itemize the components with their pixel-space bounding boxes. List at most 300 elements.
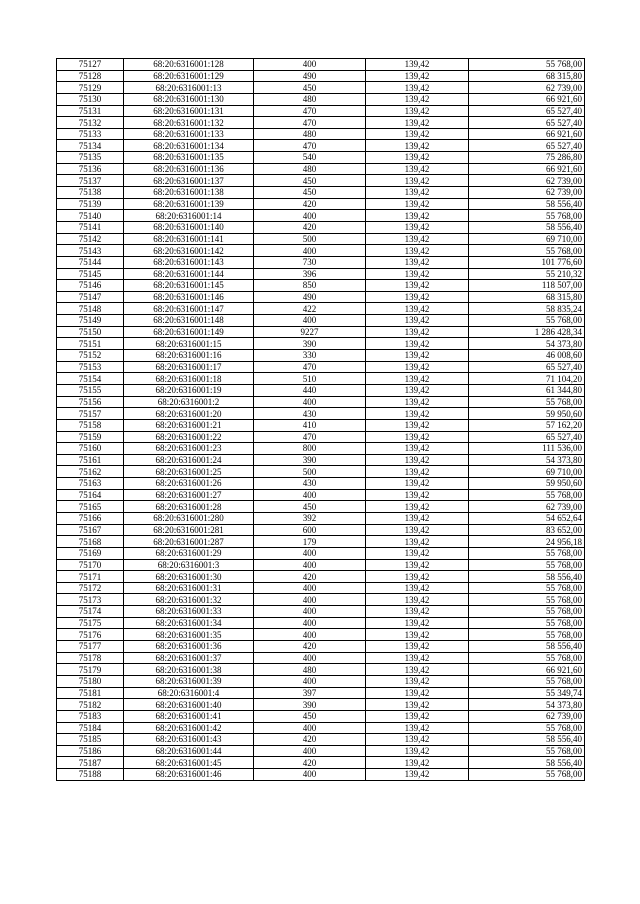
- table-row: [57, 443, 585, 455]
- rate-cell: 139,42: [366, 454, 469, 466]
- row-number-cell: 75133: [57, 128, 124, 140]
- area-cell: 390: [254, 454, 366, 466]
- row-number-cell: 75159: [57, 431, 124, 443]
- area-cell: 470: [254, 117, 366, 129]
- cadastral-value-cell: 55 768,00: [469, 675, 585, 687]
- table-row: [57, 606, 585, 618]
- rate-cell: 139,42: [366, 233, 469, 245]
- table-row: [57, 512, 585, 524]
- row-number-cell: 75188: [57, 769, 124, 781]
- rate-cell: 139,42: [366, 419, 469, 431]
- cadastral-value-cell: 69 710,00: [469, 466, 585, 478]
- area-cell: 450: [254, 187, 366, 199]
- table-row: [57, 571, 585, 583]
- area-cell: 400: [254, 606, 366, 618]
- cadastral-value-cell: 68 315,80: [469, 291, 585, 303]
- table-row: [57, 326, 585, 338]
- cadastral-value-cell: 55 768,00: [469, 315, 585, 327]
- area-cell: 400: [254, 629, 366, 641]
- cadastral-value-cell: 55 768,00: [469, 59, 585, 71]
- rate-cell: 139,42: [366, 140, 469, 152]
- row-number-cell: 75132: [57, 117, 124, 129]
- table-row: [57, 664, 585, 676]
- cadastral-number-cell: 68:20:6316001:17: [124, 361, 254, 373]
- table-row: [57, 59, 585, 71]
- table-row: [57, 408, 585, 420]
- table-row: [57, 210, 585, 222]
- rate-cell: 139,42: [366, 361, 469, 373]
- table-row: [57, 431, 585, 443]
- cadastral-number-cell: 68:20:6316001:42: [124, 722, 254, 734]
- cadastral-number-cell: 68:20:6316001:141: [124, 233, 254, 245]
- area-cell: 500: [254, 233, 366, 245]
- cadastral-value-cell: 61 344,80: [469, 384, 585, 396]
- rate-cell: 139,42: [366, 70, 469, 82]
- row-number-cell: 75177: [57, 641, 124, 653]
- table-row: [57, 652, 585, 664]
- cadastral-value-cell: 58 556,40: [469, 221, 585, 233]
- cadastral-number-cell: 68:20:6316001:142: [124, 245, 254, 257]
- cadastral-number-cell: 68:20:6316001:33: [124, 606, 254, 618]
- table-row: [57, 233, 585, 245]
- cadastral-number-cell: 68:20:6316001:25: [124, 466, 254, 478]
- rate-cell: 139,42: [366, 268, 469, 280]
- table-row: [57, 641, 585, 653]
- cadastral-value-cell: 55 768,00: [469, 582, 585, 594]
- table-row: [57, 454, 585, 466]
- table-row: [57, 478, 585, 490]
- rate-cell: 139,42: [366, 187, 469, 199]
- area-cell: 600: [254, 524, 366, 536]
- row-number-cell: 75147: [57, 291, 124, 303]
- row-number-cell: 75184: [57, 722, 124, 734]
- cadastral-number-cell: 68:20:6316001:45: [124, 757, 254, 769]
- row-number-cell: 75142: [57, 233, 124, 245]
- cadastral-value-cell: 55 768,00: [469, 745, 585, 757]
- table-row: [57, 757, 585, 769]
- cadastral-value-cell: 66 921,60: [469, 93, 585, 105]
- area-cell: 400: [254, 245, 366, 257]
- table-row: [57, 152, 585, 164]
- table-row: [57, 256, 585, 268]
- rate-cell: 139,42: [366, 734, 469, 746]
- row-number-cell: 75170: [57, 559, 124, 571]
- row-number-cell: 75136: [57, 163, 124, 175]
- table-row: [57, 361, 585, 373]
- rate-cell: 139,42: [366, 501, 469, 513]
- row-number-cell: 75156: [57, 396, 124, 408]
- cadastral-value-cell: 58 556,40: [469, 571, 585, 583]
- cadastral-number-cell: 68:20:6316001:144: [124, 268, 254, 280]
- cadastral-number-cell: 68:20:6316001:2: [124, 396, 254, 408]
- area-cell: 490: [254, 291, 366, 303]
- area-cell: 450: [254, 710, 366, 722]
- cadastral-value-cell: 55 768,00: [469, 559, 585, 571]
- rate-cell: 139,42: [366, 93, 469, 105]
- rate-cell: 139,42: [366, 582, 469, 594]
- row-number-cell: 75145: [57, 268, 124, 280]
- cadastral-number-cell: 68:20:6316001:143: [124, 256, 254, 268]
- cadastral-number-cell: 68:20:6316001:280: [124, 512, 254, 524]
- cadastral-value-cell: 62 739,00: [469, 710, 585, 722]
- cadastral-number-cell: 68:20:6316001:32: [124, 594, 254, 606]
- row-number-cell: 75130: [57, 93, 124, 105]
- area-cell: 470: [254, 431, 366, 443]
- cadastral-number-cell: 68:20:6316001:148: [124, 315, 254, 327]
- row-number-cell: 75174: [57, 606, 124, 618]
- cadastral-value-cell: 65 527,40: [469, 140, 585, 152]
- cadastral-value-cell: 66 921,60: [469, 163, 585, 175]
- area-cell: 850: [254, 280, 366, 292]
- area-cell: 440: [254, 384, 366, 396]
- cadastral-number-cell: 68:20:6316001:3: [124, 559, 254, 571]
- cadastral-value-cell: 55 768,00: [469, 617, 585, 629]
- area-cell: 400: [254, 652, 366, 664]
- row-number-cell: 75178: [57, 652, 124, 664]
- area-cell: 400: [254, 315, 366, 327]
- cadastral-number-cell: 68:20:6316001:15: [124, 338, 254, 350]
- rate-cell: 139,42: [366, 617, 469, 629]
- cadastral-value-cell: 75 286,80: [469, 152, 585, 164]
- row-number-cell: 75175: [57, 617, 124, 629]
- rate-cell: 139,42: [366, 466, 469, 478]
- cadastral-number-cell: 68:20:6316001:29: [124, 547, 254, 559]
- cadastral-number-cell: 68:20:6316001:145: [124, 280, 254, 292]
- row-number-cell: 75168: [57, 536, 124, 548]
- row-number-cell: 75182: [57, 699, 124, 711]
- table-row: [57, 769, 585, 781]
- cadastral-number-cell: 68:20:6316001:129: [124, 70, 254, 82]
- row-number-cell: 75146: [57, 280, 124, 292]
- cadastral-value-cell: 55 768,00: [469, 722, 585, 734]
- area-cell: 540: [254, 152, 366, 164]
- cadastral-number-cell: 68:20:6316001:34: [124, 617, 254, 629]
- area-cell: 422: [254, 303, 366, 315]
- table-row: [57, 280, 585, 292]
- row-number-cell: 75160: [57, 443, 124, 455]
- area-cell: 400: [254, 617, 366, 629]
- cadastral-number-cell: 68:20:6316001:44: [124, 745, 254, 757]
- cadastral-number-cell: 68:20:6316001:132: [124, 117, 254, 129]
- cadastral-value-cell: 101 776,60: [469, 256, 585, 268]
- area-cell: 396: [254, 268, 366, 280]
- cadastral-value-cell: 46 008,60: [469, 350, 585, 362]
- table-row: [57, 617, 585, 629]
- rate-cell: 139,42: [366, 303, 469, 315]
- area-cell: 400: [254, 210, 366, 222]
- table-row: [57, 396, 585, 408]
- cadastral-number-cell: 68:20:6316001:26: [124, 478, 254, 490]
- cadastral-value-cell: 55 768,00: [469, 652, 585, 664]
- cadastral-value-cell: 118 507,00: [469, 280, 585, 292]
- rate-cell: 139,42: [366, 641, 469, 653]
- row-number-cell: 75137: [57, 175, 124, 187]
- table-row: [57, 710, 585, 722]
- cadastral-value-cell: 58 556,40: [469, 757, 585, 769]
- table-row: [57, 687, 585, 699]
- area-cell: 490: [254, 70, 366, 82]
- table-row: [57, 350, 585, 362]
- cadastral-number-cell: 68:20:6316001:149: [124, 326, 254, 338]
- row-number-cell: 75169: [57, 547, 124, 559]
- rate-cell: 139,42: [366, 105, 469, 117]
- area-cell: 800: [254, 443, 366, 455]
- row-number-cell: 75138: [57, 187, 124, 199]
- area-cell: 400: [254, 396, 366, 408]
- row-number-cell: 75128: [57, 70, 124, 82]
- area-cell: 392: [254, 512, 366, 524]
- cadastral-number-cell: 68:20:6316001:39: [124, 675, 254, 687]
- cadastral-number-cell: 68:20:6316001:41: [124, 710, 254, 722]
- area-cell: 420: [254, 757, 366, 769]
- row-number-cell: 75176: [57, 629, 124, 641]
- cadastral-number-cell: 68:20:6316001:40: [124, 699, 254, 711]
- table-row: [57, 675, 585, 687]
- rate-cell: 139,42: [366, 443, 469, 455]
- cadastral-value-cell: 55 768,00: [469, 629, 585, 641]
- cadastral-number-cell: 68:20:6316001:30: [124, 571, 254, 583]
- cadastral-number-cell: 68:20:6316001:139: [124, 198, 254, 210]
- row-number-cell: 75179: [57, 664, 124, 676]
- cadastral-value-cell: 55 768,00: [469, 245, 585, 257]
- area-cell: 420: [254, 641, 366, 653]
- cadastral-value-cell: 55 210,32: [469, 268, 585, 280]
- cadastral-value-cell: 59 950,60: [469, 478, 585, 490]
- area-cell: 400: [254, 582, 366, 594]
- area-cell: 420: [254, 734, 366, 746]
- cadastral-value-cell: 58 556,40: [469, 641, 585, 653]
- cadastral-number-cell: 68:20:6316001:131: [124, 105, 254, 117]
- rate-cell: 139,42: [366, 675, 469, 687]
- table-body: [57, 59, 585, 781]
- row-number-cell: 75143: [57, 245, 124, 257]
- row-number-cell: 75144: [57, 256, 124, 268]
- table-row: [57, 315, 585, 327]
- row-number-cell: 75186: [57, 745, 124, 757]
- table-row: [57, 187, 585, 199]
- rate-cell: 139,42: [366, 198, 469, 210]
- rate-cell: 139,42: [366, 280, 469, 292]
- cadastral-number-cell: 68:20:6316001:38: [124, 664, 254, 676]
- row-number-cell: 75135: [57, 152, 124, 164]
- table-row: [57, 384, 585, 396]
- table-row: [57, 547, 585, 559]
- cadastral-value-cell: 58 556,40: [469, 734, 585, 746]
- cadastral-number-cell: 68:20:6316001:134: [124, 140, 254, 152]
- cadastral-number-cell: 68:20:6316001:133: [124, 128, 254, 140]
- row-number-cell: 75148: [57, 303, 124, 315]
- area-cell: 330: [254, 350, 366, 362]
- rate-cell: 139,42: [366, 664, 469, 676]
- row-number-cell: 75127: [57, 59, 124, 71]
- rate-cell: 139,42: [366, 478, 469, 490]
- cadastral-number-cell: 68:20:6316001:31: [124, 582, 254, 594]
- table-row: [57, 93, 585, 105]
- row-number-cell: 75158: [57, 419, 124, 431]
- cadastral-value-cell: 62 739,00: [469, 175, 585, 187]
- cadastral-value-cell: 24 956,18: [469, 536, 585, 548]
- rate-cell: 139,42: [366, 59, 469, 71]
- rate-cell: 139,42: [366, 291, 469, 303]
- cadastral-number-cell: 68:20:6316001:140: [124, 221, 254, 233]
- rate-cell: 139,42: [366, 315, 469, 327]
- cadastral-value-cell: 59 950,60: [469, 408, 585, 420]
- area-cell: 397: [254, 687, 366, 699]
- area-cell: 420: [254, 198, 366, 210]
- area-cell: 400: [254, 675, 366, 687]
- cadastral-number-cell: 68:20:6316001:23: [124, 443, 254, 455]
- cadastral-value-cell: 55 768,00: [469, 489, 585, 501]
- cadastral-value-cell: 1 286 428,34: [469, 326, 585, 338]
- area-cell: 480: [254, 93, 366, 105]
- row-number-cell: 75171: [57, 571, 124, 583]
- table-row: [57, 117, 585, 129]
- area-cell: 430: [254, 408, 366, 420]
- table-row: [57, 559, 585, 571]
- cadastral-number-cell: 68:20:6316001:46: [124, 769, 254, 781]
- cadastral-value-cell: 71 104,20: [469, 373, 585, 385]
- area-cell: 430: [254, 478, 366, 490]
- cadastral-value-cell: 111 536,00: [469, 443, 585, 455]
- cadastral-number-cell: 68:20:6316001:13: [124, 82, 254, 94]
- rate-cell: 139,42: [366, 547, 469, 559]
- rate-cell: 139,42: [366, 396, 469, 408]
- cadastral-value-cell: 55 768,00: [469, 210, 585, 222]
- table-row: [57, 466, 585, 478]
- cadastral-value-cell: 65 527,40: [469, 361, 585, 373]
- rate-cell: 139,42: [366, 431, 469, 443]
- table-row: [57, 291, 585, 303]
- cadastral-value-cell: 58 835,24: [469, 303, 585, 315]
- area-cell: 470: [254, 140, 366, 152]
- cadastral-value-cell: 65 527,40: [469, 117, 585, 129]
- cadastral-number-cell: 68:20:6316001:27: [124, 489, 254, 501]
- cadastral-value-cell: 58 556,40: [469, 198, 585, 210]
- row-number-cell: 75163: [57, 478, 124, 490]
- area-cell: 450: [254, 82, 366, 94]
- rate-cell: 139,42: [366, 769, 469, 781]
- row-number-cell: 75172: [57, 582, 124, 594]
- row-number-cell: 75157: [57, 408, 124, 420]
- area-cell: 400: [254, 489, 366, 501]
- rate-cell: 139,42: [366, 687, 469, 699]
- area-cell: 400: [254, 722, 366, 734]
- row-number-cell: 75167: [57, 524, 124, 536]
- table-row: [57, 268, 585, 280]
- area-cell: 480: [254, 163, 366, 175]
- area-cell: 400: [254, 769, 366, 781]
- cadastral-number-cell: 68:20:6316001:128: [124, 59, 254, 71]
- rate-cell: 139,42: [366, 326, 469, 338]
- rate-cell: 139,42: [366, 117, 469, 129]
- table-row: [57, 629, 585, 641]
- row-number-cell: 75154: [57, 373, 124, 385]
- cadastral-number-cell: 68:20:6316001:21: [124, 419, 254, 431]
- table-row: [57, 373, 585, 385]
- rate-cell: 139,42: [366, 722, 469, 734]
- cadastral-number-cell: 68:20:6316001:28: [124, 501, 254, 513]
- table-row: [57, 303, 585, 315]
- row-number-cell: 75166: [57, 512, 124, 524]
- cadastral-number-cell: 68:20:6316001:24: [124, 454, 254, 466]
- rate-cell: 139,42: [366, 163, 469, 175]
- area-cell: 450: [254, 175, 366, 187]
- area-cell: 500: [254, 466, 366, 478]
- table-row: [57, 419, 585, 431]
- area-cell: 9227: [254, 326, 366, 338]
- rate-cell: 139,42: [366, 175, 469, 187]
- area-cell: 179: [254, 536, 366, 548]
- cadastral-value-cell: 55 349,74: [469, 687, 585, 699]
- rate-cell: 139,42: [366, 757, 469, 769]
- row-number-cell: 75134: [57, 140, 124, 152]
- area-cell: 420: [254, 571, 366, 583]
- area-cell: 400: [254, 559, 366, 571]
- cadastral-number-cell: 68:20:6316001:281: [124, 524, 254, 536]
- area-cell: 510: [254, 373, 366, 385]
- table-row: [57, 745, 585, 757]
- table-row: [57, 594, 585, 606]
- table-row: [57, 140, 585, 152]
- row-number-cell: 75150: [57, 326, 124, 338]
- table-row: [57, 699, 585, 711]
- cadastral-value-cell: 68 315,80: [469, 70, 585, 82]
- rate-cell: 139,42: [366, 629, 469, 641]
- row-number-cell: 75153: [57, 361, 124, 373]
- cadastral-value-cell: 54 652,64: [469, 512, 585, 524]
- row-number-cell: 75162: [57, 466, 124, 478]
- rate-cell: 139,42: [366, 82, 469, 94]
- cadastral-value-cell: 62 739,00: [469, 187, 585, 199]
- cadastral-value-cell: 69 710,00: [469, 233, 585, 245]
- table-row: [57, 163, 585, 175]
- row-number-cell: 75165: [57, 501, 124, 513]
- rate-cell: 139,42: [366, 128, 469, 140]
- cadastral-value-cell: 55 768,00: [469, 396, 585, 408]
- area-cell: 420: [254, 221, 366, 233]
- cadastral-number-cell: 68:20:6316001:14: [124, 210, 254, 222]
- row-number-cell: 75161: [57, 454, 124, 466]
- area-cell: 410: [254, 419, 366, 431]
- cadastral-number-cell: 68:20:6316001:147: [124, 303, 254, 315]
- row-number-cell: 75181: [57, 687, 124, 699]
- table-row: [57, 128, 585, 140]
- row-number-cell: 75131: [57, 105, 124, 117]
- cadastral-value-cell: 83 652,00: [469, 524, 585, 536]
- area-cell: 400: [254, 59, 366, 71]
- cadastral-value-cell: 65 527,40: [469, 105, 585, 117]
- area-cell: 450: [254, 501, 366, 513]
- area-cell: 390: [254, 338, 366, 350]
- rate-cell: 139,42: [366, 221, 469, 233]
- table-row: [57, 501, 585, 513]
- cadastral-value-cell: 55 768,00: [469, 547, 585, 559]
- cadastral-value-cell: 55 768,00: [469, 606, 585, 618]
- rate-cell: 139,42: [366, 338, 469, 350]
- rate-cell: 139,42: [366, 594, 469, 606]
- rate-cell: 139,42: [366, 152, 469, 164]
- row-number-cell: 75149: [57, 315, 124, 327]
- cadastral-number-cell: 68:20:6316001:22: [124, 431, 254, 443]
- cadastral-value-cell: 54 373,80: [469, 338, 585, 350]
- row-number-cell: 75155: [57, 384, 124, 396]
- cadastral-value-cell: 66 921,60: [469, 128, 585, 140]
- rate-cell: 139,42: [366, 384, 469, 396]
- rate-cell: 139,42: [366, 606, 469, 618]
- area-cell: 480: [254, 664, 366, 676]
- rate-cell: 139,42: [366, 524, 469, 536]
- cadastral-number-cell: 68:20:6316001:130: [124, 93, 254, 105]
